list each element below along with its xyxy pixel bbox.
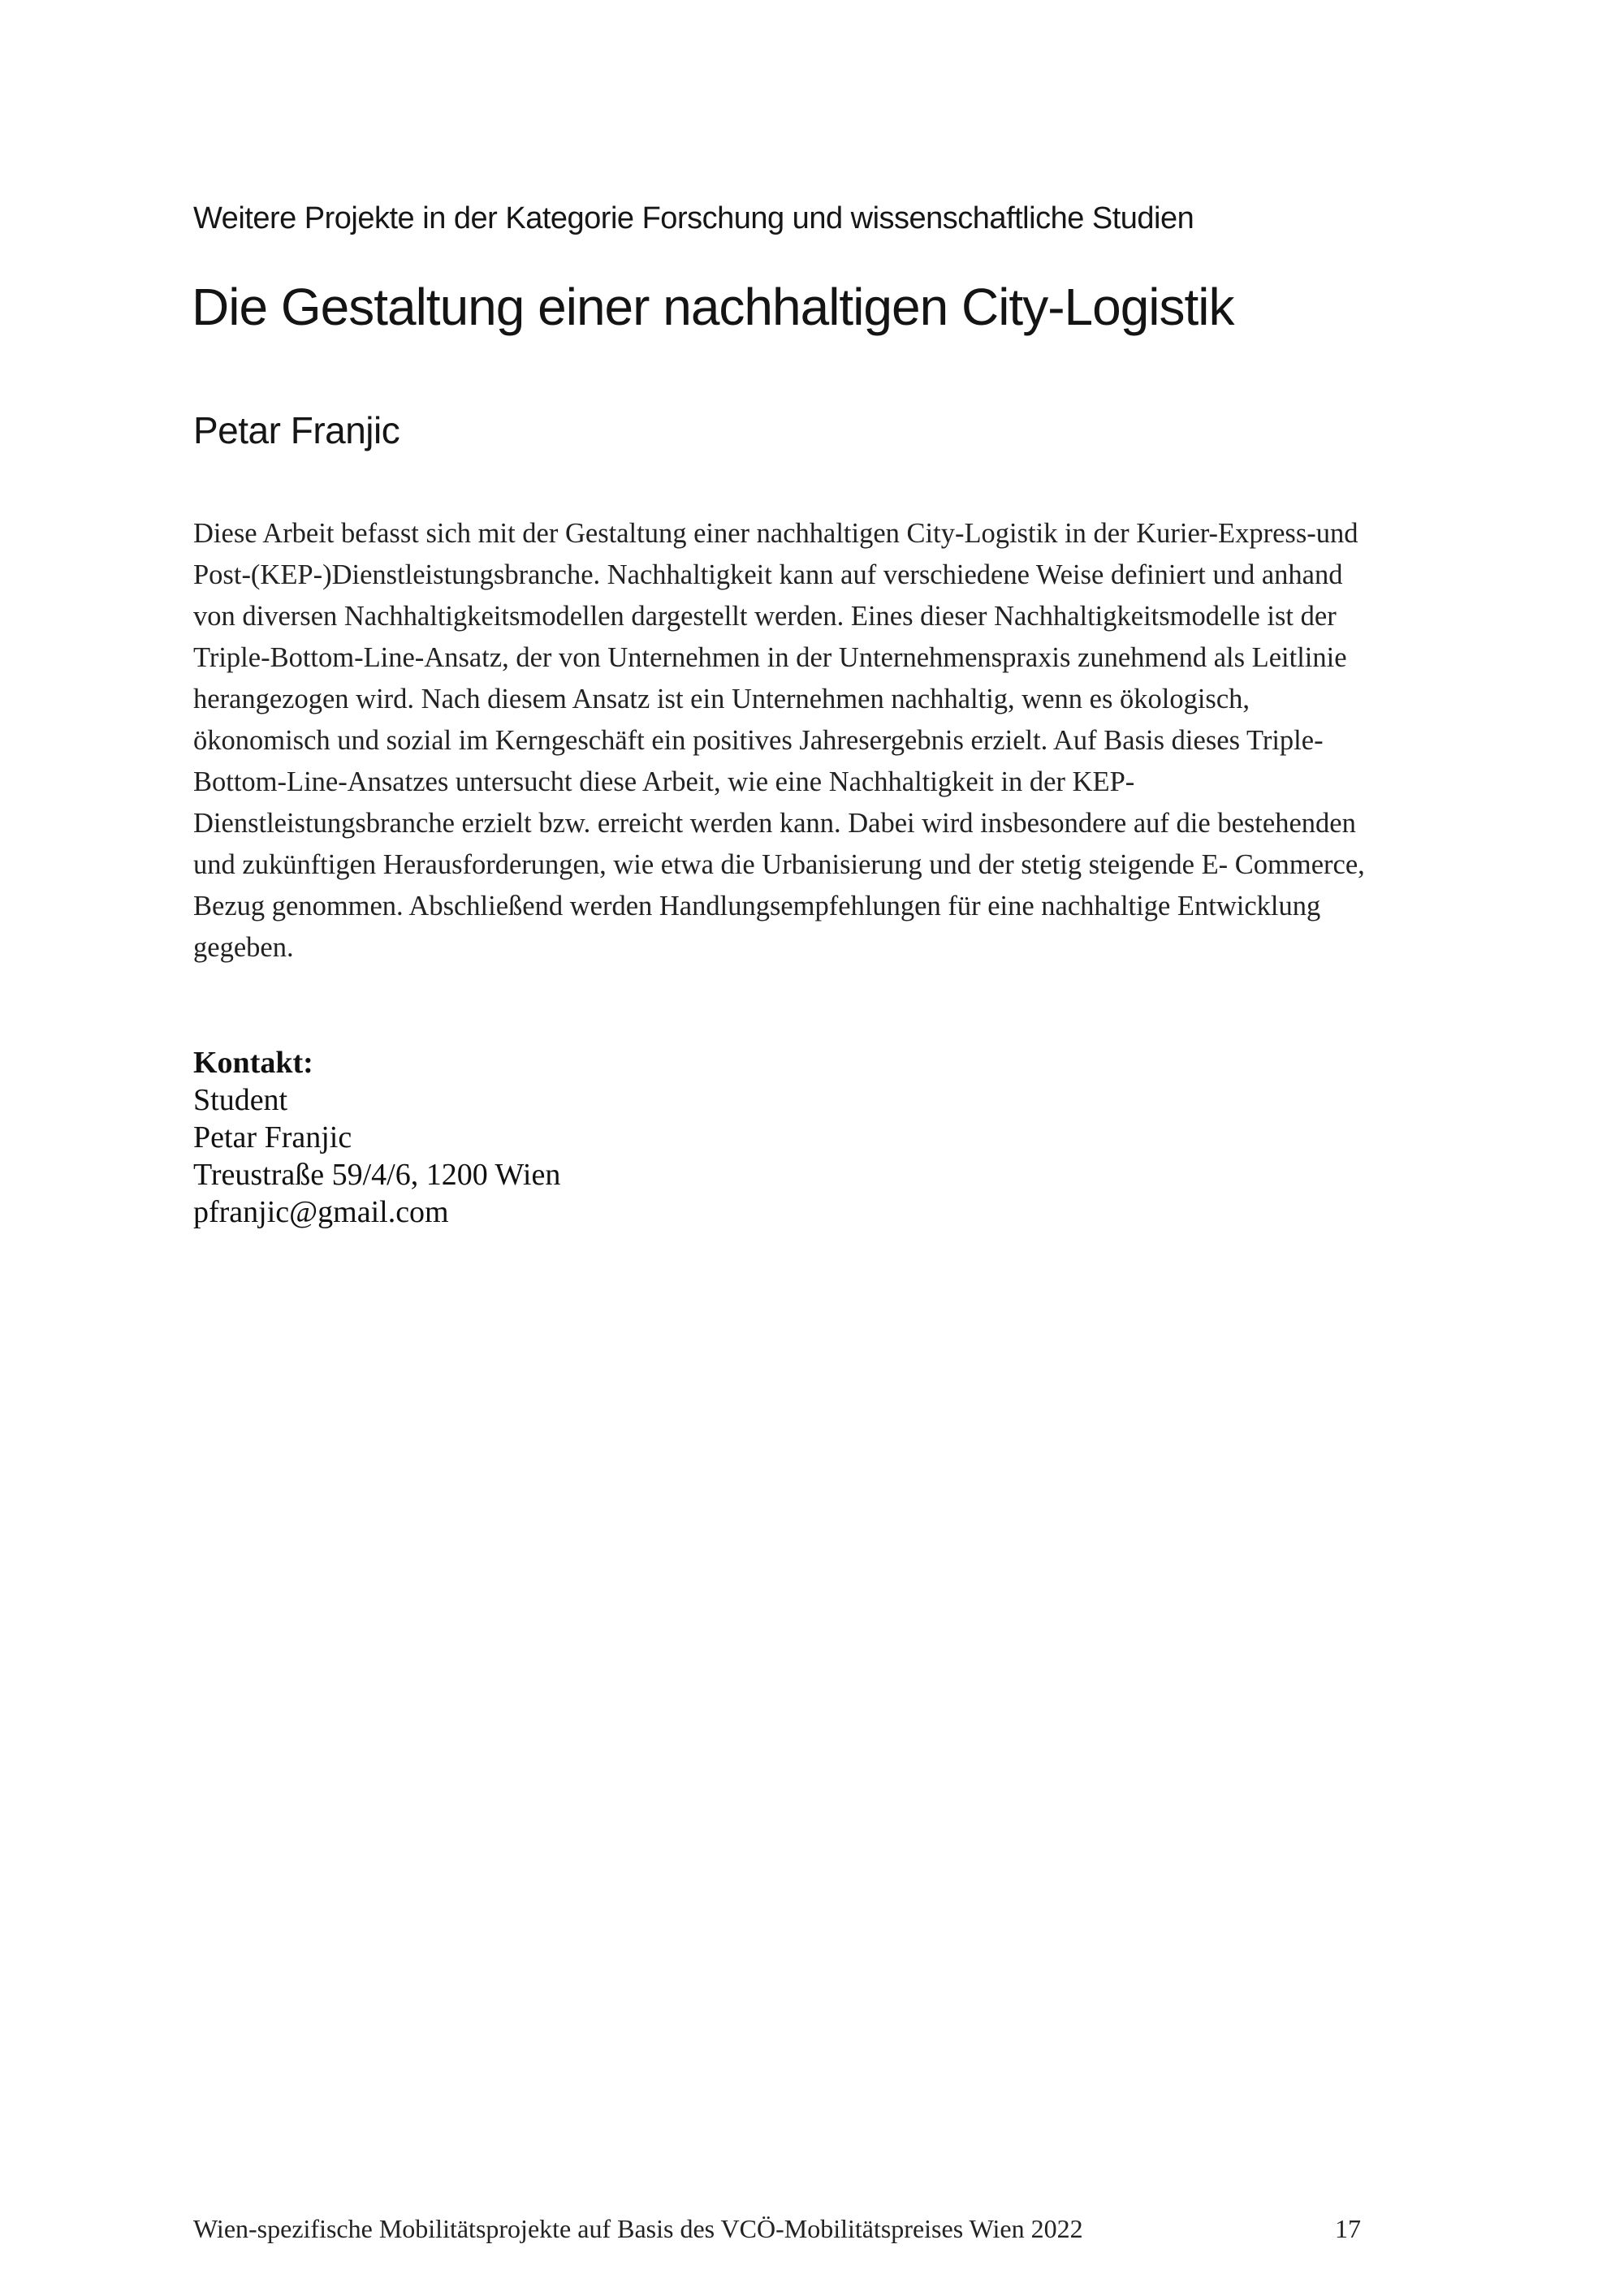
footer-text: Wien-spezifische Mobilitätsprojekte auf Basis des VCÖ-Mobilitätspreises Wien 2022	[193, 2214, 1083, 2243]
contact-block	[193, 1044, 560, 1231]
category-kicker: Weitere Projekte in der Kategorie Forschung und wissenschaftliche Studien	[193, 201, 1194, 235]
page-number: 17	[1335, 2214, 1361, 2243]
author-name: Petar Franjic	[193, 409, 400, 451]
abstract-line: Bezug genommen. Abschließend werden Handlungsempfehlungen für eine nachhaltige Entwicklung	[193, 891, 1321, 921]
abstract-line: Post-(KEP-)Dienstleistungsbranche. Nachhaltigkeit kann auf verschiedene Weise definiert und anhand	[193, 559, 1343, 590]
abstract-line: ökonomisch und sozial im Kerngeschäft ein positives Jahresergebnis erzielt. Auf Basis dieses Triple-	[193, 725, 1324, 756]
contact-email: pfranjic@gmail.com	[193, 1195, 449, 1229]
abstract-paragraph	[193, 513, 1436, 969]
abstract-line: Dienstleistungsbranche erzielt bzw. erreicht werden kann. Dabei wird insbesondere auf die bestehenden	[193, 808, 1356, 839]
contact-heading: Kontakt:	[193, 1046, 313, 1080]
abstract-line: herangezogen wird. Nach diesem Ansatz ist ein Unternehmen nachhaltig, wenn es ökologisch,	[193, 684, 1250, 714]
abstract-line: Bottom-Line-Ansatzes untersucht diese Arbeit, wie eine Nachhaltigkeit in der KEP-	[193, 766, 1135, 797]
abstract-line: Triple-Bottom-Line-Ansatz, der von Unternehmen in der Unternehmenspraxis zunehmend als Leitlinie	[193, 642, 1347, 673]
abstract-line: Diese Arbeit befasst sich mit der Gestaltung einer nachhaltigen City-Logistik in der Kurier-Express-und	[193, 518, 1358, 549]
page-title: Die Gestaltung einer nachhaltigen City-Logistik	[192, 278, 1234, 336]
abstract-line: gegeben.	[193, 932, 294, 963]
contact-address: Treustraße 59/4/6, 1200 Wien	[193, 1158, 561, 1192]
abstract-line: von diversen Nachhaltigkeitsmodellen dargestellt werden. Eines dieser Nachhaltigkeitsmodelle ist der	[193, 601, 1337, 632]
contact-role: Student	[193, 1083, 288, 1117]
abstract-line: und zukünftigen Herausforderungen, wie etwa die Urbanisierung und der stetig steigende E- Commerce,	[193, 849, 1365, 880]
contact-name: Petar Franjic	[193, 1120, 352, 1154]
